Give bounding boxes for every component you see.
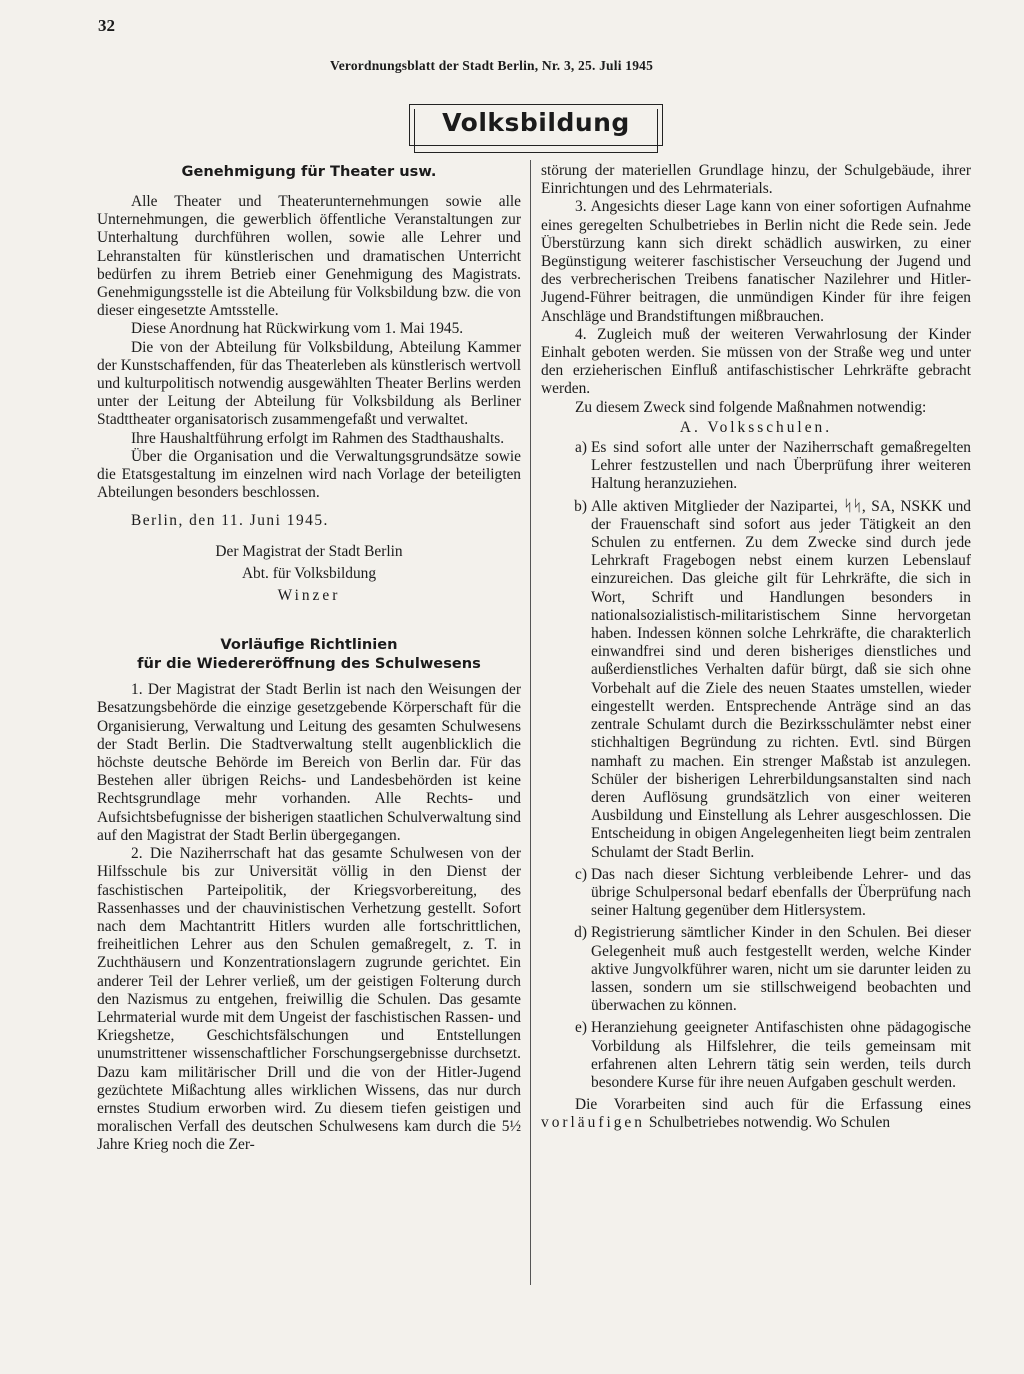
measure-item-d [541,924,971,1015]
schools-paragraph-1: 1. Der Magistrat der Stadt Berlin ist nach den Weisungen der Besatzungsbehörde die einzige gesetzgebende Körperschaft für die Organisierung, Verwaltung und Leitung des gesamten Schulwesens der Stadt Berlin. Die Stadtverwaltung stellt augenblicklich die höchste deutsche Behörde im Bereich von Berlin dar. Für das Bestehen aller übrigen Reichs- und Landesbehörden ist keine Rechtsgrundlage mehr vorhanden. Alle Rechts- und Aufsichtsbefugnisse der bisherigen staatlichen Schulverwaltung sind auf den Magistrat der Stadt Berlin übergegangen. [97,681,521,844]
volksschulen-subheading: A. Volksschulen. [679,418,833,436]
paragraph-6-emphasis: vorläufigen [541,1114,645,1132]
item-text: Alle aktiven Mitglieder der Nazipartei, ᛋᛋ, SA, NSKK und der Frauenschaft sind sofort aus jeder Tätigkeit an den Schulen zu entfernen. Zu dem Zwecke sind durch jede Lehrkraft Fragebogen nebst einem kurzen Lebenslauf einzureichen. Das gleiche gilt für Lehrkräfte, die sich in Wort, Schrift und Handlungen besonders in nationalsozialistisch-militaristischem Sinne hervorgetan haben. Indessen können solche Lehrkräfte, die charakterlich einwandfrei sind und deren bisheriges dienstliches und außerdienstliches Verhalten dafür bürgt, daß sie sich ohne Vorbehalt auf die Ziele des neuen Staates umstellen, wieder eingestellt werden. Entsprechende Anträge sind an das zentrale Schulamt durch die Bezirksschulämter nebst einer stichhaltigen Begründung zu richten. Evtl. sind Bürgen namhaft zu machen. Ein strenger Maßstab ist anzulegen. Schüler der bisherigen Lehrerbildungsanstalten sind nach deren Auflösung grundsätzlich von einer weiteren Ausbildung und Einstellung als Lehrer ausgeschlossen. Die Entscheidung in obigen Angelegenheiten liegt beim zentralen Schulamt der Stadt Berlin. [591,497,971,861]
schools-paragraph-4: 4. Zugleich muß der weiteren Verwahrlosung der Kinder Einhalt geboten werden. Sie müssen von der Straße weg und unter den erzieherischen Einfluß antifaschistischer Lehrkräfte gebracht werden. [541,325,971,398]
signature-line-2: Abt. für Volksbildung [241,564,377,582]
schools-paragraph-6 [541,1096,971,1132]
item-text: Das nach dieser Sichtung verbleibende Lehrer- und das übrige Schulpersonal bedarf ebenfalls der Überprüfung nach seiner Haltung gegenüber dem Hitlersystem. [591,865,971,920]
section-title: Volksbildung [442,108,630,137]
paragraph-6-tail: Schulbetriebes notwendig. Wo Schulen [648,1114,891,1132]
item-label: b) [574,497,587,515]
signature-line-1: Der Magistrat der Stadt Berlin [215,542,403,560]
theater-paragraph-2: Diese Anordnung hat Rückwirkung vom 1. Mai 1945. [131,320,464,338]
item-label: d) [574,924,587,942]
theater-heading: Genehmigung für Theater usw. [181,163,437,180]
page-number: 32 [98,16,115,35]
paragraph-6-lead: Die Vorarbeiten sind auch für die Erfassung eines [575,1096,971,1114]
schools-paragraph-3: 3. Angesichts dieser Lage kann von einer sofortigen Aufnahme eines geregelten Schulbetriebes in Berlin nicht die Rede sein. Jede Überstürzung kann sich direkt schädlich auswirken, zu einer Begünstigung weiterer faschistischer Verseuchung der Jugend und des verbrecherischen Treibens fanatischer Nazilehrer und Hitler-Jugend-Führer beitragen, die unmündigen Kinder für ihre feigen Anschläge und Brandstiftungen mißbrauchen. [541,198,971,325]
schools-heading-2: für die Wiedereröffnung des Schulwesens [137,655,481,673]
measure-item-a [541,439,971,494]
measure-item-e [541,1019,971,1092]
measure-item-c [541,866,971,921]
item-text: Registrierung sämtlicher Kinder in den Schulen. Bei dieser Gelegenheit muß auch festgestellt werden, welche Kinder aktive Jungvolkführer waren, nicht um sie darunter leiden zu lassen, sondern um sie stillschweigend beobachten und überwachen zu können. [591,924,971,1015]
item-label: e) [575,1019,587,1037]
schools-heading-1: Vorläufige Richtlinien [220,636,398,654]
running-header: Verordnungsblatt der Stadt Berlin, Nr. 3, 25. Juli 1945 [330,58,654,73]
item-text: Heranziehung geeigneter Antifaschisten ohne pädagogische Vorbildung als Hilfslehrer, die teils gemeinsam mit erfahrenen alten Lehrern tätig sein werden, teils durch besondere Kurse für ihre neuen Aufgaben geschult werden. [591,1019,971,1091]
measure-item-b [541,498,971,862]
schools-paragraph-2: 2. Die Naziherrschaft hat das gesamte Schulwesen von der Hilfsschule bis zur Universität völlig in den Dienst der faschistischen Parteipolitik, der Kriegsvorbereitung, des Rassenhasses und der chauvinistischen Verhetzung gestellt. Sofort nach dem Machtantritt Hitlers wurden alle fortschrittlichen, freiheitlichen Lehrer aus den Schulen gemaßregelt, z. T. in Zuchthäusern und Konzentrationslagern zugrunde gerichtet. Ein anderer Teil der Lehrer verließ, um der geistigen Folterung durch den Nazismus zu entgehen, freiwillig die Schulen. Das gesamte Lehrmaterial wurde mit dem Ungeist der faschistischen Rassen- und Kriegshetze, Geschichtsfälschungen und Entstellungen unumstrittener wissenschaftlicher Forschungsergebnisse durchsetzt. Dazu kam militärischer Drill und die von der Hitler-Jugend gezüchtete Mißachtung alles wirklichen Wissens, das nur durch ernstes Studium erworben wird. Zu diesem tiefen geistigen und moralischen Verfall des deutschen Schulwesens kam durch die 5½ Jahre Krieg noch die Zer- [97,845,521,1154]
theater-paragraph-5: Über die Organisation und die Verwaltungsgrundsätze sowie die Etatsgestaltung im einzelnen wird nach Vorlage der beteiligten Abteilungen besonders beschlossen. [97,447,521,502]
left-column [97,162,521,1155]
column-divider [530,160,531,1285]
theater-paragraph-4: Ihre Haushaltführung erfolgt im Rahmen des Stadthaushalts. [131,429,505,447]
theater-date-line: Berlin, den 11. Juni 1945. [131,512,329,530]
schools-paragraph-5: Zu diesem Zweck sind folgende Maßnahmen notwendig: [575,398,927,416]
right-column [541,162,971,1133]
item-label: c) [575,865,587,883]
theater-paragraph-1: Alle Theater und Theaterunternehmungen sowie alle Unternehmungen, die gewerblich öffentliche Veranstaltungen zur Unterhaltung durchführen wollen, sowie alle Lehrer und Lehranstalten für künstlerischen und dramatischen Unterricht bedürfen zu ihrem Betrieb einer Genehmigung des Magistrats. Genehmigungsstelle ist die Abteilung für Volksbildung bzw. die von dieser eingesetzte Amtsstelle. [97,193,521,320]
item-text: Es sind sofort alle unter der Naziherrschaft gemaßregelten Lehrer festzustellen und nach Überprüfung ihrer weiteren Haltung heranzuziehen. [591,439,971,493]
item-label: a) [575,439,587,457]
theater-paragraph-3: Die von der Abteilung für Volksbildung, Abteilung Kammer der Kunstschaffenden, für das Theaterleben als künstlerisch wertvoll und kulturpolitisch notwendig ausgewählten Theater Berlins werden unter der Leitung der Abteilung für Volksbildung als Berliner Stadttheater organisatorisch zusammengefaßt und verwaltet. [97,338,521,429]
schools-paragraph-2-continued: störung der materiellen Grundlage hinzu, der Schulgebäude, ihrer Einrichtungen und des Lehrmaterials. [541,162,971,198]
signature-name: Winzer [277,587,341,605]
